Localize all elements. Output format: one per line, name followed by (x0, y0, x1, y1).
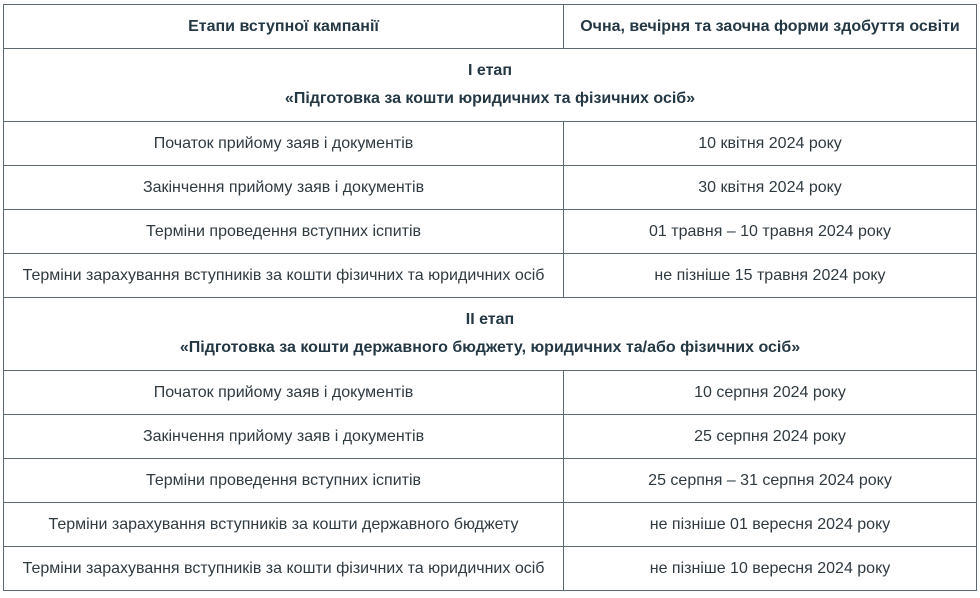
row-label: Закінчення прийому заяв і документів (4, 166, 564, 210)
header-stages: Етапи вступної кампанії (4, 5, 564, 49)
row-label: Початок прийому заяв і документів (4, 371, 564, 415)
stage-1-title: «Підготовка за кошти юридичних та фізичних осіб» (284, 90, 696, 107)
table-row (4, 503, 977, 547)
row-value: 10 серпня 2024 року (564, 371, 977, 415)
table-row (4, 547, 977, 591)
row-value: не пізніше 01 вересня 2024 року (564, 503, 977, 547)
row-label: Терміни проведення вступних іспитів (4, 210, 564, 254)
row-value: 01 травня – 10 травня 2024 року (564, 210, 977, 254)
table-row (4, 415, 977, 459)
table-row (4, 459, 977, 503)
table-row (4, 122, 977, 166)
row-label: Терміни зарахування вступників за кошти державного бюджету (4, 503, 564, 547)
table-row (4, 254, 977, 298)
stage-1-number: I етап (468, 62, 512, 79)
table-row (4, 166, 977, 210)
row-value: 30 квітня 2024 року (564, 166, 977, 210)
stage-2-number: II етап (465, 311, 515, 328)
row-label: Терміни проведення вступних іспитів (4, 459, 564, 503)
row-value: 25 серпня 2024 року (564, 415, 977, 459)
stage-2-title: «Підготовка за кошти державного бюджету, юридичних та/або фізичних осіб» (179, 339, 801, 356)
row-value: не пізніше 15 травня 2024 року (564, 254, 977, 298)
stage-header-row (4, 298, 977, 371)
row-value: не пізніше 10 вересня 2024 року (564, 547, 977, 591)
row-label: Закінчення прийому заяв і документів (4, 415, 564, 459)
header-study-forms: Очна, вечірня та заочна форми здобуття освіти (564, 5, 977, 49)
stage-2-header (4, 298, 977, 371)
admission-schedule-table (3, 4, 977, 591)
table-row (4, 210, 977, 254)
stage-header-row (4, 49, 977, 122)
row-label: Початок прийому заяв і документів (4, 122, 564, 166)
stage-1-header (4, 49, 977, 122)
row-value: 25 серпня – 31 серпня 2024 року (564, 459, 977, 503)
table-row (4, 371, 977, 415)
table-header-row (4, 5, 977, 49)
row-value: 10 квітня 2024 року (564, 122, 977, 166)
row-label: Терміни зарахування вступників за кошти фізичних та юридичних осіб (4, 254, 564, 298)
row-label: Терміни зарахування вступників за кошти фізичних та юридичних осіб (4, 547, 564, 591)
